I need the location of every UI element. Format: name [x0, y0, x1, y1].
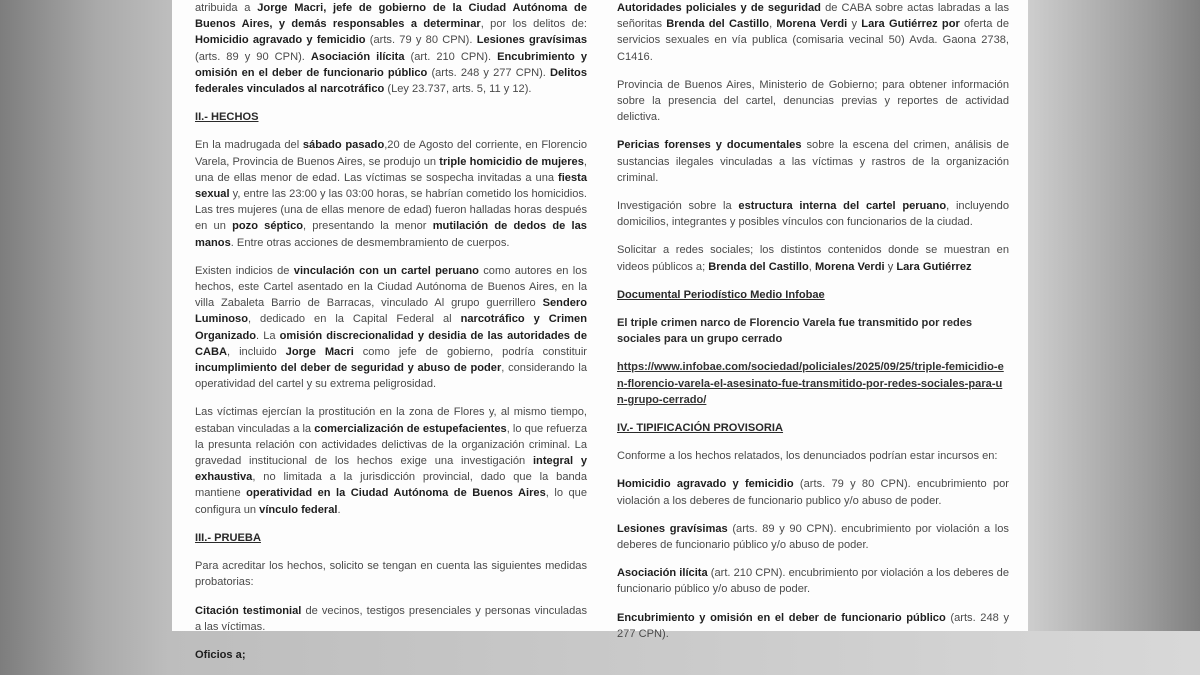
paragraph [617, 242, 1009, 274]
bold-text: Homicidio agravado y femicidio [195, 34, 366, 47]
left-column [195, 0, 587, 675]
paragraph [617, 610, 1009, 642]
bold-text: integral y exhaustiva [195, 455, 587, 484]
bold-text: Lesiones gravísimas [476, 34, 587, 47]
paragraph [195, 0, 587, 97]
bold-text: Encubrimiento y omisión en el deber de funcionario público [195, 50, 587, 79]
text-run: ,20 de Agosto del corriente, en Florencio Varela, Provincia de Buenos Aires, se produjo un [195, 139, 587, 168]
text-run: , considerando la operatividad del cartel y su extrema peligrosidad. [195, 362, 588, 391]
right-column [617, 0, 1009, 654]
text-run: y [884, 260, 897, 273]
section-heading [195, 530, 587, 546]
text-run: Para acreditar los hechos, solicito se tengan en cuenta las siguientes medidas probatorias: [195, 560, 587, 589]
text-run: . La [256, 329, 280, 342]
bold-text: Lesiones gravísimas [617, 522, 728, 535]
text-run: como jefe de gobierno, podría constituir [353, 345, 587, 358]
bold-text: estructura interna del cartel peruano [738, 200, 947, 213]
paragraph [617, 565, 1009, 597]
paragraph [617, 521, 1009, 553]
paragraph [617, 77, 1009, 126]
bold-text: Homicidio agravado y femicidio [617, 478, 794, 491]
text-run: (art. 210 CPN). [404, 50, 498, 63]
bold-text: Lara Gutiérrez [896, 260, 972, 273]
bold-text: fiesta sexual [195, 171, 587, 201]
bold-text: Citación testimonial [195, 604, 302, 617]
text-run: atribuida a [195, 2, 258, 14]
text-run: Conforme a los hechos relatados, los denunciados podrían estar incursos en: [617, 450, 998, 463]
article-title [617, 315, 1009, 347]
bold-text: operatividad en la Ciudad Autónoma de Buenos Aires [246, 487, 546, 500]
text-run: , lo que refuerza la presunta relación con actividades delictivas de la organización criminal. La gravedad institucional de los hechos exige una investigación [195, 422, 587, 468]
text-run: Existen indicios de [195, 264, 294, 277]
text-run: de CABA sobre actas labradas a las señoritas [617, 2, 1009, 31]
paragraph [617, 476, 1009, 508]
text-run: , incluido [227, 345, 286, 358]
section-heading [617, 420, 1009, 436]
document-page [172, 0, 1028, 661]
paragraph [617, 137, 1009, 186]
bold-text: Jorge Macri, jefe de gobierno de la Ciudad Autónoma de Buenos Aires, y demás responsables a determinar [195, 2, 588, 31]
text-run: , una de ellas menor de edad. Las víctimas se sospecha invitadas a una [195, 155, 587, 184]
text-run: , incluyendo domicilios, integrantes y posibles vínculos con funcionarios de la ciudad. [617, 200, 1009, 229]
text-run: sobre la escena del crimen, análisis de sustancias ilegales vinculadas a las víctimas y rastros de la organización criminal. [617, 139, 1009, 184]
bold-text: Brenda del Castillo [708, 260, 809, 273]
text-run: (arts. 79 y 80 CPN). [365, 34, 477, 47]
bold-text: pozo séptico [232, 220, 304, 233]
bold-text: Delitos federales vinculados al narcotráfico [195, 66, 587, 96]
paragraph [195, 137, 587, 250]
text-run: , dedicado en la Capital Federal al [248, 313, 461, 326]
text-run: El triple crimen narco de Florencio Varela fue transmitido por redes sociales para un grupo cerrado [617, 317, 973, 346]
text-run: https://www.infobae.com/sociedad/policiales/2025/09/25/triple-femicidio-en-florencio-varela-el-asesinato-fue-transmitido-por-redes-sociales-para-un-grupo-cerrado/ [617, 361, 1004, 406]
text-run: . Entre otras acciones de desmembramiento de cuerpos. [230, 236, 510, 249]
text-run: , [769, 18, 777, 31]
text-run: , [808, 260, 815, 273]
paragraph [617, 0, 1009, 65]
bold-text: Encubrimiento y omisión en el deber de funcionario público [617, 611, 946, 624]
bold-text: comercialización de estupefacientes [314, 422, 507, 435]
text-run: de vecinos, testigos presenciales y personas vinculadas a las víctimas. [195, 604, 587, 633]
text-run: Documental Periodístico Medio Infobae [617, 288, 825, 301]
text-run: . [337, 503, 341, 516]
text-run: IV.- TIPIFICACIÓN PROVISORIA [617, 422, 784, 435]
text-run: (arts. 248 y 277 CPN). [617, 611, 1009, 640]
bold-text: Pericias forenses y documentales [617, 139, 802, 152]
paragraph [195, 263, 587, 393]
bold-text: triple homicidio de mujeres [439, 155, 584, 168]
text-run: oferta de servicios sexuales en vía publica (comisaria vecinal 50) Avda. Gaona 2738, C1416. [617, 18, 1009, 63]
bold-text: Autoridades policiales y de seguridad [617, 2, 821, 14]
bold-text: incumplimiento del deber de seguridad y abuso de poder [195, 362, 502, 375]
text-run: (art. 210 CPN). encubrimiento por violación a los deberes de funcionario público y/o abuso de poder. [617, 567, 1009, 596]
paragraph [195, 558, 587, 590]
text-run: Investigación sobre la [617, 200, 739, 213]
bold-text: Brenda del Castillo [666, 18, 770, 31]
bold-text: mutilación de dedos de las manos [195, 220, 587, 249]
bold-text: vinculación con un cartel peruano [293, 264, 479, 277]
text-run: En la madrugada del [195, 139, 303, 152]
paragraph [617, 448, 1009, 464]
text-run: Solicitar a redes sociales; los distintos contenidos donde se muestran en videos públicos a; [617, 244, 1009, 273]
text-run: , lo que configura un [195, 487, 587, 516]
text-run: y [847, 18, 862, 31]
bold-text: Lara Gutiérrez por [861, 18, 960, 31]
bold-text: Sendero Luminoso [195, 297, 587, 326]
text-run: (arts. 248 y 277 CPN). [427, 66, 550, 79]
bold-text: Asociación ilícita [617, 567, 708, 580]
text-run: , por los delitos de: [480, 18, 587, 31]
bold-text: Oficios a; [195, 648, 246, 661]
text-run: (arts. 79 y 80 CPN). encubrimiento por violación a los deberes de funcionario publico y/o abuso de poder. [617, 478, 1009, 507]
text-run: III.- PRUEBA [195, 531, 261, 544]
bold-text: Morena Verdi [814, 260, 885, 273]
text-run: , no limitada a la jurisdicción provincial, dado que la banda mantiene [195, 471, 587, 500]
paragraph [195, 404, 587, 517]
blurred-background-right [1025, 0, 1200, 631]
paragraph [195, 603, 587, 635]
text-run: Provincia de Buenos Aires, Ministerio de Gobierno; para obtener información sobre la presencia del cartel, denuncias previas y reportes de actividad delictiva. [617, 78, 1009, 124]
text-run: y, entre las 23:00 y las 03:00 horas, se habrían cometido los homicidios. Las tres mujeres (una de ellas menore de edad) fueron halladas horas después en un [195, 188, 588, 233]
text-run: como autores en los hechos, este Cartel asentado en la Ciudad Autónoma de Buenos Aires, en la villa Zabaleta Barrio de Barracas, vinculado Al grupo guerrillero [195, 264, 587, 310]
section-heading [617, 287, 1009, 303]
bold-text: narcotráfico y Crimen Organizado [195, 313, 587, 342]
bold-text: vínculo federal [259, 503, 338, 516]
text-run: (arts. 89 y 90 CPN). encubrimiento por violación a los deberes de funcionario público y/o abuso de poder. [617, 522, 1009, 552]
section-heading [195, 109, 587, 125]
text-run: II.- HECHOS [195, 111, 259, 124]
bold-text: Asociación ilícita [310, 50, 405, 63]
bold-text: Jorge Macri [285, 345, 354, 358]
text-run: Las víctimas ejercían la prostitución en la zona de Flores y, al mismo tiempo, estaban vinculadas a la [195, 406, 587, 435]
bold-text: sábado pasado [302, 139, 385, 152]
bold-text: Morena Verdi [776, 18, 848, 31]
paragraph [617, 198, 1009, 230]
paragraph [195, 647, 587, 663]
text-run: (arts. 89 y 90 CPN). [195, 50, 311, 63]
text-run: (Ley 23.737, arts. 5, 11 y 12). [384, 83, 532, 96]
article-link[interactable] [617, 359, 1009, 408]
bold-text: omisión discrecionalidad y desidia de las autoridades de CABA [195, 329, 587, 358]
text-run: , presentando la menor [303, 220, 433, 233]
